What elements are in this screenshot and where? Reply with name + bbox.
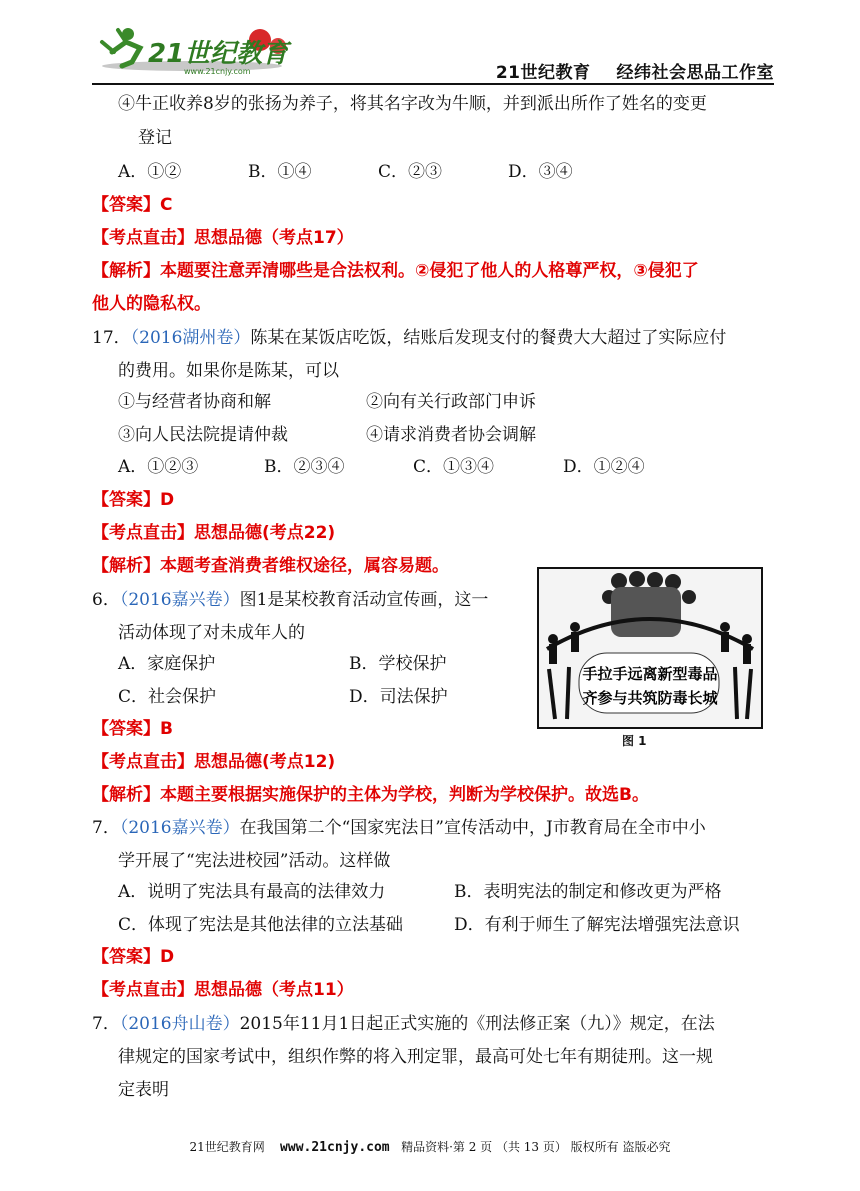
q16-options	[118, 160, 573, 184]
q7a-option-d: D．有利于师生了解宪法增强宪法意识	[454, 915, 740, 935]
q16-option-c: C．②③	[378, 162, 443, 182]
q17-option-b: B．②③④	[264, 457, 345, 477]
q16-analysis-line2: 他人的隐私权。	[92, 294, 211, 314]
q16-option-a: A．①②	[118, 162, 182, 182]
header-title	[496, 58, 774, 83]
q7a-point: 【考点直击】思想品德（考点11）	[92, 980, 354, 1000]
figure-caption: 图 1	[622, 734, 647, 748]
q17-source: （2016湖州卷）	[130, 328, 251, 348]
q17-answer: 【答案】D	[92, 490, 175, 510]
q17-stem-line2: 的费用。如果你是陈某，可以	[118, 361, 339, 381]
q7a-number: 7．	[92, 818, 120, 838]
q7b-stem-line1	[92, 1012, 715, 1036]
q7a-options-row1	[118, 880, 722, 904]
q17-items-row1	[118, 390, 536, 414]
q17-item-4: ④请求消费者协会调解	[366, 425, 536, 445]
header-studio: 经纬社会思品工作室	[616, 63, 774, 83]
q7a-source: （2016嘉兴卷）	[119, 818, 240, 838]
q6-options-row2	[118, 685, 448, 709]
footer-url[interactable]: www.21cnjy.com	[280, 1140, 390, 1155]
q17-stem-text: 陈某在某饭店吃饭，结账后发现支付的餐费大大超过了实际应付	[250, 328, 727, 348]
q17-item-3: ③向人民法院提请仲裁	[118, 425, 288, 445]
q17-option-a: A．①②③	[118, 457, 199, 477]
q16-option-b: B．①④	[248, 162, 312, 182]
logo-runner-icon	[92, 22, 292, 82]
q6-point: 【考点直击】思想品德(考点12)	[92, 752, 336, 772]
q16-analysis-line1: 【解析】本题要注意弄清哪些是合法权利。②侵犯了他人的人格尊严权，③侵犯了	[92, 261, 699, 281]
q7b-stem-text: 2015年11月1日起正式实施的《刑法修正案（九）》规定，在法	[239, 1014, 715, 1034]
q17-analysis: 【解析】本题考查消费者维权途径，属容易题。	[92, 556, 449, 576]
q7a-stem-line1	[92, 816, 706, 840]
q6-options-row1	[118, 652, 447, 676]
q16-item4-line2: 登记	[138, 128, 172, 148]
footer-info: 精品资料·第 2 页 （共 13 页） 版权所有 盗版必究	[401, 1140, 671, 1154]
q17-options	[118, 455, 645, 479]
q6-answer: 【答案】B	[92, 719, 173, 739]
poster-slogan-1: 手拉手远离新型毒品	[582, 665, 718, 683]
q6-option-d: D．司法保护	[349, 687, 448, 707]
q6-stem-text: 图1是某校教育活动宣传画，这一	[239, 590, 489, 610]
q6-option-b: B．学校保护	[349, 654, 447, 674]
q7a-option-b: B．表明宪法的制定和修改更为严格	[454, 882, 722, 902]
poster-illustration	[539, 569, 761, 727]
q6-stem-line2: 活动体现了对未成年人的	[118, 623, 305, 643]
q6-stem-line1	[92, 588, 488, 612]
figure-poster	[537, 567, 763, 729]
q7a-option-c: C．体现了宪法是其他法律的立法基础	[118, 915, 404, 935]
q7b-stem-line2: 律规定的国家考试中，组织作弊的将入刑定罪，最高可处七年有期徒刑。这一规	[118, 1047, 713, 1067]
q17-item-1: ①与经营者协商和解	[118, 392, 271, 412]
q7a-options-row2	[118, 913, 740, 937]
q17-items-row2	[118, 423, 536, 447]
footer-site: 21世纪教育网	[189, 1140, 265, 1154]
q17-item-2: ②向有关行政部门申诉	[366, 392, 536, 412]
logo-url: www.21cnjy.com	[184, 67, 251, 76]
q6-number: 6．	[92, 590, 120, 610]
q6-option-a: A．家庭保护	[118, 654, 216, 674]
q16-option-d: D．③④	[508, 162, 573, 182]
q7b-source: （2016舟山卷）	[119, 1014, 240, 1034]
header-divider	[92, 83, 774, 85]
q17-point: 【考点直击】思想品德(考点22)	[92, 523, 336, 543]
q17-stem-line1	[92, 326, 726, 350]
q16-answer: 【答案】C	[92, 195, 173, 215]
q17-number: 17．	[92, 328, 131, 348]
q17-option-d: D．①②④	[563, 457, 645, 477]
q7b-number: 7．	[92, 1014, 120, 1034]
poster-slogan-2: 齐参与共筑防毒长城	[582, 689, 718, 707]
header-org: 21世纪教育	[495, 63, 591, 83]
q7a-option-a: A．说明了宪法具有最高的法律效力	[118, 882, 386, 902]
logo-text: 21世纪教育	[148, 39, 289, 69]
q6-option-c: C．社会保护	[118, 687, 217, 707]
q16-item4-line1: ④牛正收养8岁的张扬为养子，将其名字改为牛顺，并到派出所作了姓名的变更	[118, 94, 707, 114]
q17-option-c: C．①③④	[413, 457, 495, 477]
q7a-answer: 【答案】D	[92, 947, 175, 967]
q6-source: （2016嘉兴卷）	[119, 590, 240, 610]
page-footer	[0, 1138, 860, 1155]
q7a-stem-line2: 学开展了“宪法进校园”活动。这样做	[118, 851, 391, 871]
site-logo[interactable]	[92, 22, 292, 82]
q6-analysis: 【解析】本题主要根据实施保护的主体为学校，判断为学校保护。故选B。	[92, 785, 649, 805]
q16-point: 【考点直击】思想品德（考点17）	[92, 228, 354, 248]
q7a-stem-text: 在我国第二个“国家宪法日”宣传活动中，J市教育局在全市中小	[239, 818, 706, 838]
q7b-stem-line3: 定表明	[118, 1080, 169, 1100]
